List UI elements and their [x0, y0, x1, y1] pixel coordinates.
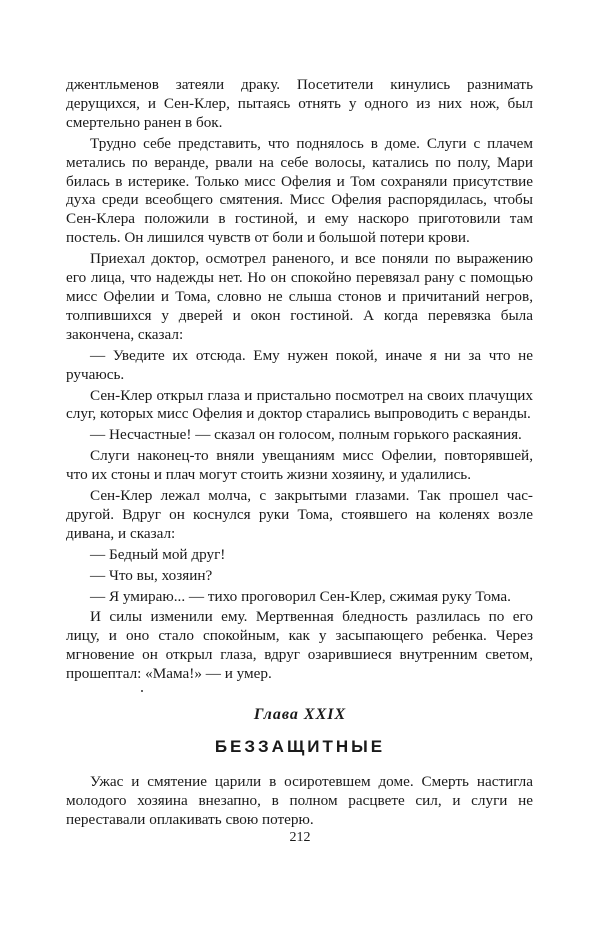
paragraph: — Несчастные! — сказал он голосом, полным горького раскаяния. — [90, 426, 522, 444]
paragraph: Сен-Клер лежал молча, с закрытыми глазами. Так прошел час-другой. Вдруг он коснулся руки Тома, стоявшего на коленях возле дивана, и сказал: — [66, 487, 533, 542]
paragraph: Приехал доктор, осмотрел раненого, и все поняли по выражению его лица, что надежды нет. Но он спокойно перевязал рану с помощью мисс Офелии и Тома, словно не слыша стонов и причитаний негров, толпившихся у дверей и окон гостиной. А когда перевязка была закончена, сказал: — [66, 250, 533, 343]
page-number: 212 — [289, 830, 311, 845]
paragraph: — Уведите их отсюда. Ему нужен покой, иначе я ни за что не ручаюсь. — [66, 346, 533, 383]
paragraph: — Бедный мой друг! — [90, 545, 226, 563]
paragraph: Слуги наконец-то вняли увещаниям мисс Офелии, повторявшей, что их стоны и плач могут стоить жизни хозяину, и удалились. — [66, 447, 533, 484]
paragraph: Ужас и смятение царили в осиротевшем доме. Смерть настигла молодого хозяина внезапно, в полном расцвете сил, и слуги не переставали оплакивать свою потерю. — [66, 773, 533, 828]
paragraph: Трудно себе представить, что поднялось в доме. Слуги с плачем метались по веранде, рвали на себе волосы, катались по полу, Мари билась в истерике. Только мисс Офелия и Том сохраняли присутствие духа среди всеобщего смятения. Мисс Офелия распорядилась, чтобы Сен-Клера положили в гостиной, и ему наскоро приготовили там постель. Он лишился чувств от боли и большой потери крови. — [66, 134, 533, 247]
paragraph: джентльменов затеяли драку. Посетители кинулись разнимать дерущихся, и Сен-Клер, пытаясь отнять у одного из них нож, был смертельно ранен в бок. — [66, 76, 533, 131]
print-speck — [141, 690, 143, 692]
paragraph: Сен-Клер открыл глаза и пристально посмотрел на своих плачущих слуг, которых мисс Офелия и доктор старались выпроводить с веранды. — [66, 386, 533, 423]
paragraph: — Я умираю... — тихо проговорил Сен-Клер, сжимая руку Тома. — [90, 587, 511, 605]
main-text — [66, 76, 533, 686]
chapter-title: БЕЗЗАЩИТНЫЕ — [214, 737, 386, 756]
paragraph: И силы изменили ему. Мертвенная бледность разлилась по его лицу, и оно стало спокойным, как у засыпающего ребенка. Через мгновение он открыл глаза, вдруг озарившиеся внутренним светом, прошептал: «Мама!» — и умер. — [66, 608, 533, 683]
chapter-text — [66, 773, 533, 830]
chapter-number: Глава XXIX — [253, 706, 347, 723]
paragraph: — Что вы, хозяин? — [90, 566, 213, 584]
